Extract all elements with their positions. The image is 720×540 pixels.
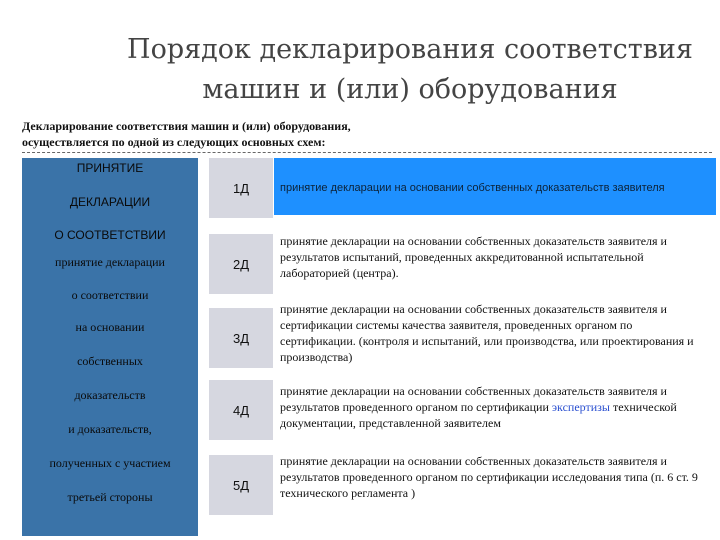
scheme-code-5d: 5Д bbox=[209, 455, 273, 515]
left-text-7: собственных bbox=[77, 354, 143, 368]
left-text-1: ПРИНЯТИЕ bbox=[76, 161, 144, 175]
intro-line-2: осуществляется по одной из следующих основных схем: bbox=[22, 135, 326, 149]
scheme-description-3d: принятие декларации на основании собственных доказательств заявителя и сертификации системы качества заявителя, проведенных органом по сертификации. (контроля и испытаний, или производства, или проектирования и производства) bbox=[280, 302, 694, 364]
scheme-code-1d: 1Д bbox=[209, 158, 273, 218]
scheme-4d-highlight: экспертизы bbox=[551, 400, 610, 414]
left-text-3: О СООТВЕТСТВИИ bbox=[54, 228, 166, 242]
page-title bbox=[0, 30, 720, 110]
scheme-description-5d: принятие декларации на основании собственных доказательств заявителя и результатов проведенного органом по сертификации исследования типа (п. 6 ст. 9 технического регламента ) bbox=[280, 454, 698, 500]
divider bbox=[22, 152, 712, 153]
left-text-10: полученных с участием bbox=[49, 456, 171, 470]
left-text-9: и доказательств, bbox=[68, 422, 152, 436]
intro-line-1: Декларирование соответствия машин и (или) оборудования, bbox=[22, 119, 351, 133]
title-line-2: машин и (или) оборудования bbox=[202, 74, 618, 105]
scheme-description-1d: принятие декларации на основании собственных доказательств заявителя bbox=[274, 158, 716, 215]
column-gap bbox=[198, 158, 209, 536]
scheme-code-2d: 2Д bbox=[209, 234, 273, 294]
intro-text bbox=[22, 118, 492, 150]
left-text-4: принятие декларации bbox=[55, 255, 165, 269]
left-text-6: на основании bbox=[75, 320, 145, 334]
title-line-1: Порядок декларирования соответствия bbox=[127, 34, 693, 65]
scheme-4d-text-before: принятие декларации на основании собственных доказательств заявителя и результатов проведенного органом по сертификации bbox=[280, 384, 667, 414]
scheme-code-4d: 4Д bbox=[209, 380, 273, 440]
left-text-11: третьей стороны bbox=[67, 490, 153, 504]
scheme-description-2d: принятие декларации на основании собственных доказательств заявителя и результатов испытаний, проведенных аккредитованной испытательной лабораторией (центра). bbox=[280, 234, 667, 280]
scheme-4d-text-after: технической документации, представленной заявителем bbox=[280, 400, 677, 430]
left-text-2: ДЕКЛАРАЦИИ bbox=[69, 195, 151, 209]
scheme-description-4d bbox=[274, 380, 716, 434]
left-text-8: доказательств bbox=[74, 388, 146, 402]
left-column-panel bbox=[22, 158, 198, 536]
scheme-code-3d: 3Д bbox=[209, 308, 273, 368]
left-text-5: о соответствии bbox=[71, 288, 149, 302]
